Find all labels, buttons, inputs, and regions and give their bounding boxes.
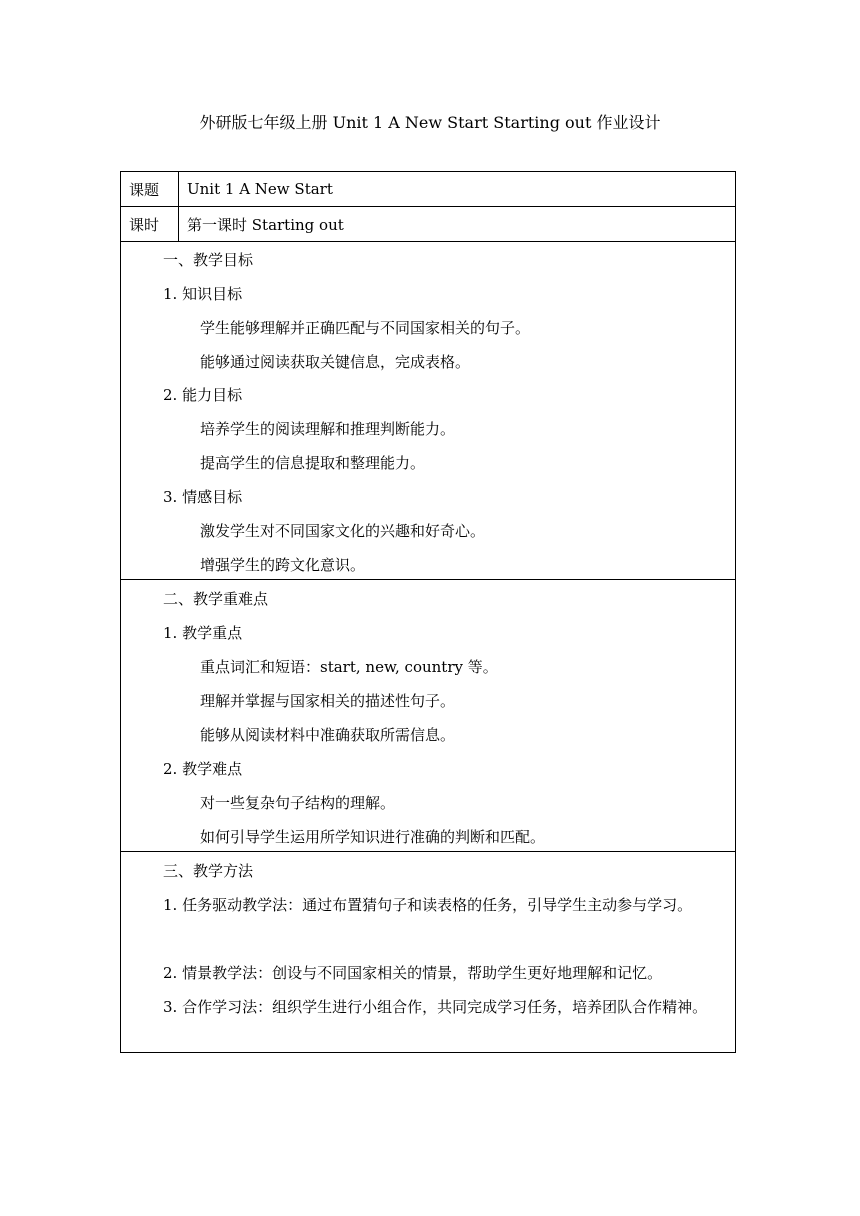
method-paragraph: 1. 任务驱动教学法：通过布置猜句子和读表格的任务，引导学生主动参与学习。 xyxy=(163,896,693,914)
knowledge-heading: 1. 知识目标 xyxy=(163,285,243,303)
list-item: 对一些复杂句子结构的理解。 xyxy=(200,794,396,812)
objectives-heading: 一、教学目标 xyxy=(163,251,254,269)
key-points-heading: 二、教学重难点 xyxy=(163,590,269,608)
lesson-value: Unit 1 A New Start xyxy=(187,180,333,198)
focus-heading: 1. 教学重点 xyxy=(163,624,243,642)
document-title: 外研版七年级上册 Unit 1 A New Start Starting out 作业设计 xyxy=(199,113,661,132)
list-item: 如何引导学生运用所学知识进行准确的判断和匹配。 xyxy=(200,828,546,846)
methods-heading: 三、教学方法 xyxy=(163,862,254,880)
period-value: 第一课时 Starting out xyxy=(187,215,344,234)
list-item: 重点词汇和短语：start, new, country 等。 xyxy=(200,658,498,676)
key-points-section xyxy=(121,580,735,852)
lesson-row xyxy=(121,172,735,207)
difficulty-heading: 2. 教学难点 xyxy=(163,760,243,778)
list-item: 增强学生的跨文化意识。 xyxy=(200,556,366,574)
ability-heading: 2. 能力目标 xyxy=(163,386,243,404)
list-item: 学生能够理解并正确匹配与不同国家相关的句子。 xyxy=(200,319,531,337)
lesson-label: 课题 xyxy=(121,172,179,206)
list-item: 提高学生的信息提取和整理能力。 xyxy=(200,454,426,472)
objectives-section xyxy=(121,242,735,580)
period-label: 课时 xyxy=(121,207,179,241)
period-row xyxy=(121,207,735,242)
emotion-heading: 3. 情感目标 xyxy=(163,488,243,506)
list-item: 激发学生对不同国家文化的兴趣和好奇心。 xyxy=(200,522,486,540)
methods-section xyxy=(121,852,735,1052)
list-item: 能够从阅读材料中准确获取所需信息。 xyxy=(200,726,456,744)
list-item: 能够通过阅读获取关键信息，完成表格。 xyxy=(200,353,471,371)
list-item: 培养学生的阅读理解和推理判断能力。 xyxy=(200,420,456,438)
method-paragraph: 2. 情景教学法：创设与不同国家相关的情景，帮助学生更好地理解和记忆。 xyxy=(163,964,663,982)
lesson-plan-table xyxy=(120,171,736,1053)
method-paragraph: 3. 合作学习法：组织学生进行小组合作，共同完成学习任务，培养团队合作精神。 xyxy=(163,998,708,1016)
list-item: 理解并掌握与国家相关的描述性句子。 xyxy=(200,692,456,710)
